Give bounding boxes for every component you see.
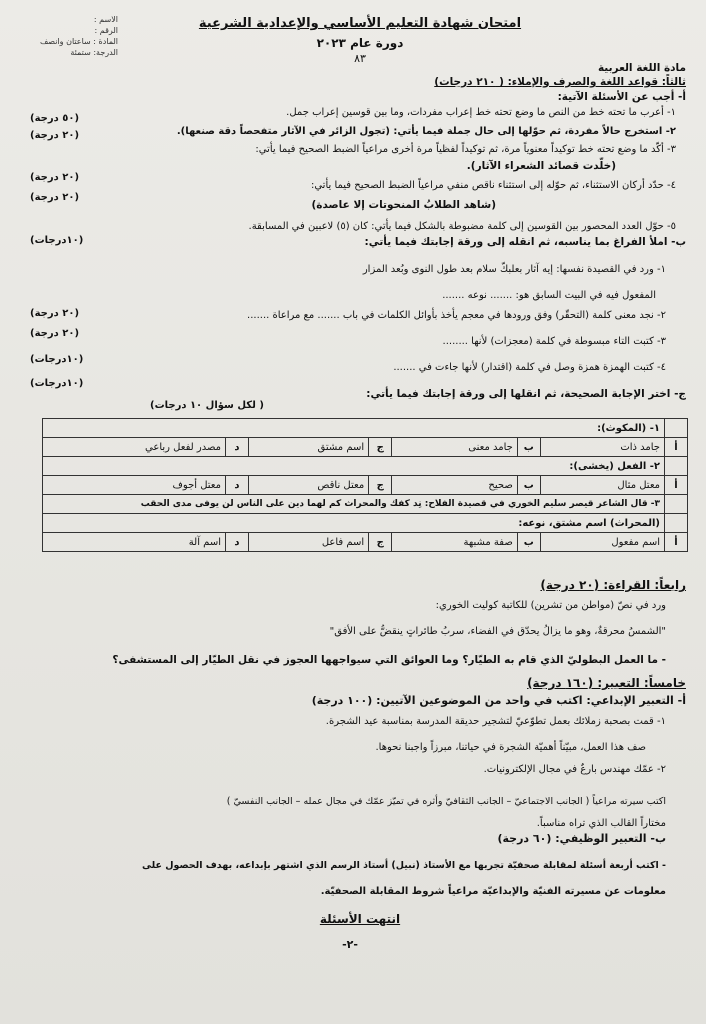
section3-part-b: ب- املأ الفراغ بما يناسبه، ثم انقله إلى ورقة إجابتك فيما يأتي: bbox=[364, 236, 686, 248]
key-c: ج bbox=[369, 476, 392, 495]
section5-part-a: أ- التعبير الإبداعي: اكتب في واحد من الموضوعين الآتيين: (١٠٠ درجة) bbox=[311, 694, 686, 707]
q3-example: (خلّدت قصائد الشعراء الآثار). bbox=[466, 160, 616, 172]
question-cell: ١- (المكوث): bbox=[43, 419, 665, 438]
question-cell: (المحراث) اسم مشتق، نوعه: bbox=[43, 514, 665, 533]
section5-heading: خامساً: التعبير: (١٦٠ درجة) bbox=[527, 676, 686, 690]
part-c-score: ( لكل سؤال ١٠ درجات) bbox=[150, 400, 264, 411]
section5-part-b: ب- التعبير الوظيفي: (٦٠ درجة) bbox=[497, 832, 666, 845]
key-a: أ bbox=[665, 533, 688, 552]
option-c: اسم مشتق bbox=[248, 438, 368, 457]
section3-heading: ثالثاً: قواعد اللغة والصرف والإملاء: ( ٢١٠ درجات) bbox=[434, 76, 686, 88]
header-fields bbox=[40, 14, 118, 58]
key-b: ب bbox=[517, 476, 540, 495]
question-number-cell bbox=[665, 514, 688, 533]
key-c: ج bbox=[369, 438, 392, 457]
topic1-text: ١- قمت بصحبة زملائك بعمل تطوّعيّ لتشجير حديقة المدرسة بمناسبة عيد الشجرة. bbox=[325, 716, 666, 727]
section4-question: - ما العمل البطوليّ الذي قام به الطيّار؟ وما العوائق التي سيواجهها العجوز في نقل الطيّار إلى المستشفى؟ bbox=[112, 654, 666, 666]
exam-title: امتحان شهادة التعليم الأساسي والإعدادية الشرعية bbox=[198, 16, 522, 31]
q3-text: ٣- أكّد ما وضع تحته خط توكيداً معنوياً مرة، ثم توكيداً لفظياً مرة أخرى مراعياً الضبط الصحيح فيما يأتي: bbox=[255, 144, 676, 155]
section4-quote: "الشمسُ محرقةٌ، وهو ما يزالُ يحدّق في الفضاء، سربُ طائراتٍ ينقضُّ على الأفق" bbox=[329, 626, 666, 637]
b1-verse: ١- ورد في القصيدة نفسها: إيه آثار بعلبكّ سلام بعد طول النوى وبُعد المزار bbox=[362, 264, 666, 275]
table-row bbox=[43, 476, 688, 495]
option-b: صفة مشبهة bbox=[392, 533, 518, 552]
exam-code: ٨٣ bbox=[354, 52, 366, 65]
option-a: اسم مفعول bbox=[540, 533, 664, 552]
question-number-cell bbox=[665, 457, 688, 476]
b3-text: ٣- كتبت التاء مبسوطة في كلمة (معجزات) لأنها ........ bbox=[442, 336, 666, 347]
option-d: معتل أجوف bbox=[43, 476, 226, 495]
grade-field: الدرجة: ستمئة bbox=[70, 48, 118, 57]
b2-score: (٢٠ درجة) bbox=[30, 328, 80, 339]
key-b: ب bbox=[517, 438, 540, 457]
key-d: د bbox=[225, 438, 248, 457]
material-field: المادة : ساعتان وانصف bbox=[40, 37, 118, 46]
end-of-questions: انتهت الأسئلة bbox=[319, 912, 401, 926]
option-b: صحيح bbox=[392, 476, 518, 495]
b1-question: المفعول فيه في البيت السابق هو: ....... نوعه ....... bbox=[442, 290, 656, 301]
question-cell: ٣- قال الشاعر قيصر سليم الخوري في قصيدة الفلاح: نِد كفك والمحراث كم لهما دين على الناس لن يوفى مدى الحقب bbox=[43, 495, 665, 514]
b1-score: (٢٠ درجة) bbox=[30, 308, 80, 319]
number-field: الرقم : bbox=[94, 26, 118, 35]
exam-session: دورة عام ٢٠٢٣ bbox=[316, 36, 404, 50]
q4-score: (٢٠ درجة) bbox=[30, 192, 80, 203]
q4-text: ٤- حدّد أركان الاستثناء، ثم حوّله إلى استثناء ناقص منفي مراعياً الضبط الصحيح فيما يأتي: bbox=[310, 180, 676, 191]
key-d: د bbox=[225, 533, 248, 552]
section4-heading: رابعاً: القراءة: (٢٠ درجة) bbox=[540, 578, 686, 592]
key-a: أ bbox=[665, 476, 688, 495]
table-row bbox=[43, 533, 688, 552]
q2-score: (٢٠ درجة) bbox=[30, 130, 80, 141]
key-d: د bbox=[225, 476, 248, 495]
q1-score: (٥٠ درجة) bbox=[30, 113, 80, 124]
b4-score: (١٠درجات) bbox=[30, 378, 84, 389]
table-row bbox=[43, 419, 688, 438]
section3-part-c: ج- اختر الإجابة الصحيحة، ثم انقلها إلى ورقة إجابتك فيما يأتي: bbox=[366, 388, 686, 400]
q2-text: ٢- استخرج حالاً مفردة، ثم حوّلها إلى حال جملة فيما يأتي: (تجول الزائر في الآثار متفحصاً دقة صنعها). bbox=[176, 126, 676, 137]
key-a: أ bbox=[665, 438, 688, 457]
table-row bbox=[43, 495, 688, 514]
q4-example: (شاهد الطلابُ المنحوتات إلا عاصدة) bbox=[311, 199, 496, 211]
q3-score: (٢٠ درجة) bbox=[30, 172, 80, 183]
option-c: اسم فاعل bbox=[248, 533, 368, 552]
option-b: جامد معنى bbox=[392, 438, 518, 457]
section4-intro: ورد في نصّ (مواطن من تشرين) للكاتبة كوليت الخوري: bbox=[435, 600, 666, 611]
option-a: معتل مثال bbox=[540, 476, 664, 495]
question-cell: ٢- الفعل (يخشى): bbox=[43, 457, 665, 476]
table-row bbox=[43, 457, 688, 476]
b4-text: ٤- كتبت الهمزة همزة وصل في كلمة (اقتدار) لأنها جاءت في ....... bbox=[393, 362, 666, 373]
table-row bbox=[43, 438, 688, 457]
functional-text-2: معلومات عن مسيرته الفنيّة والإبداعيّة مراعياً شروط المقابلة الصحفيّة. bbox=[320, 886, 666, 897]
page-number: -٢- bbox=[342, 938, 358, 951]
q5-score: (١٠درجات) bbox=[30, 235, 84, 246]
option-d: مصدر لفعل رباعي bbox=[43, 438, 226, 457]
table-row bbox=[43, 514, 688, 533]
option-d: اسم آلة bbox=[43, 533, 226, 552]
question-number-cell bbox=[665, 495, 688, 514]
topic1-detail: صف هذا العمل، مبيّناً أهميّة الشجرة في حياتنا، مبرزاً واجبنا نحوها. bbox=[375, 742, 646, 753]
topic2-text: ٢- عمّك مهندس بارعٌ في مجال الإلكترونيات. bbox=[483, 764, 666, 775]
b2-text: ٢- نجد معنى كلمة (التحقّر) وفق ورودها في معجم يأخذ بأوائل الكلمات في باب ....... مع مراعاة ....... bbox=[247, 310, 666, 321]
subject-label: مادة اللغة العربية bbox=[597, 62, 686, 74]
option-c: معتل ناقص bbox=[248, 476, 368, 495]
q1-text: ١- أعرب ما تحته خط من النص ما وضع تحته خط إعراب مفردات، وما بين قوسين إعراب جمل. bbox=[286, 107, 676, 118]
functional-text-1: - اكتب أربعة أسئلة لمقابلة صحفيّة تجريها مع الأستاذ (نبيل) أستاذ الرسم الذي اشتهر بإبداعه، بهدف الحصول على bbox=[141, 860, 666, 871]
key-b: ب bbox=[517, 533, 540, 552]
section3-part-a: أ- أجب عن الأسئلة الآتية: bbox=[557, 91, 686, 103]
name-field: الاسم : bbox=[93, 15, 118, 24]
options-table bbox=[42, 418, 688, 552]
question-number-cell bbox=[665, 419, 688, 438]
topic2-detail: اكتب سيرته مراعياً ( الجانب الاجتماعيّ – الجانب الثقافيّ وأثره في تميّز عمّك في مجال عمله – الجانب النفسيّ ) bbox=[226, 796, 666, 807]
b3-score: (١٠درجات) bbox=[30, 354, 84, 365]
option-a: جامد ذات bbox=[540, 438, 664, 457]
key-c: ج bbox=[369, 533, 392, 552]
q5-text: ٥- حوّل العدد المحصور بين القوسين إلى كلمة مضبوطة بالشكل فيما يأتي: كان (٥) لاعبين في المسابقة. bbox=[248, 221, 676, 232]
topic2-template: مختاراً القالب الذي تراه مناسباً. bbox=[536, 818, 666, 829]
